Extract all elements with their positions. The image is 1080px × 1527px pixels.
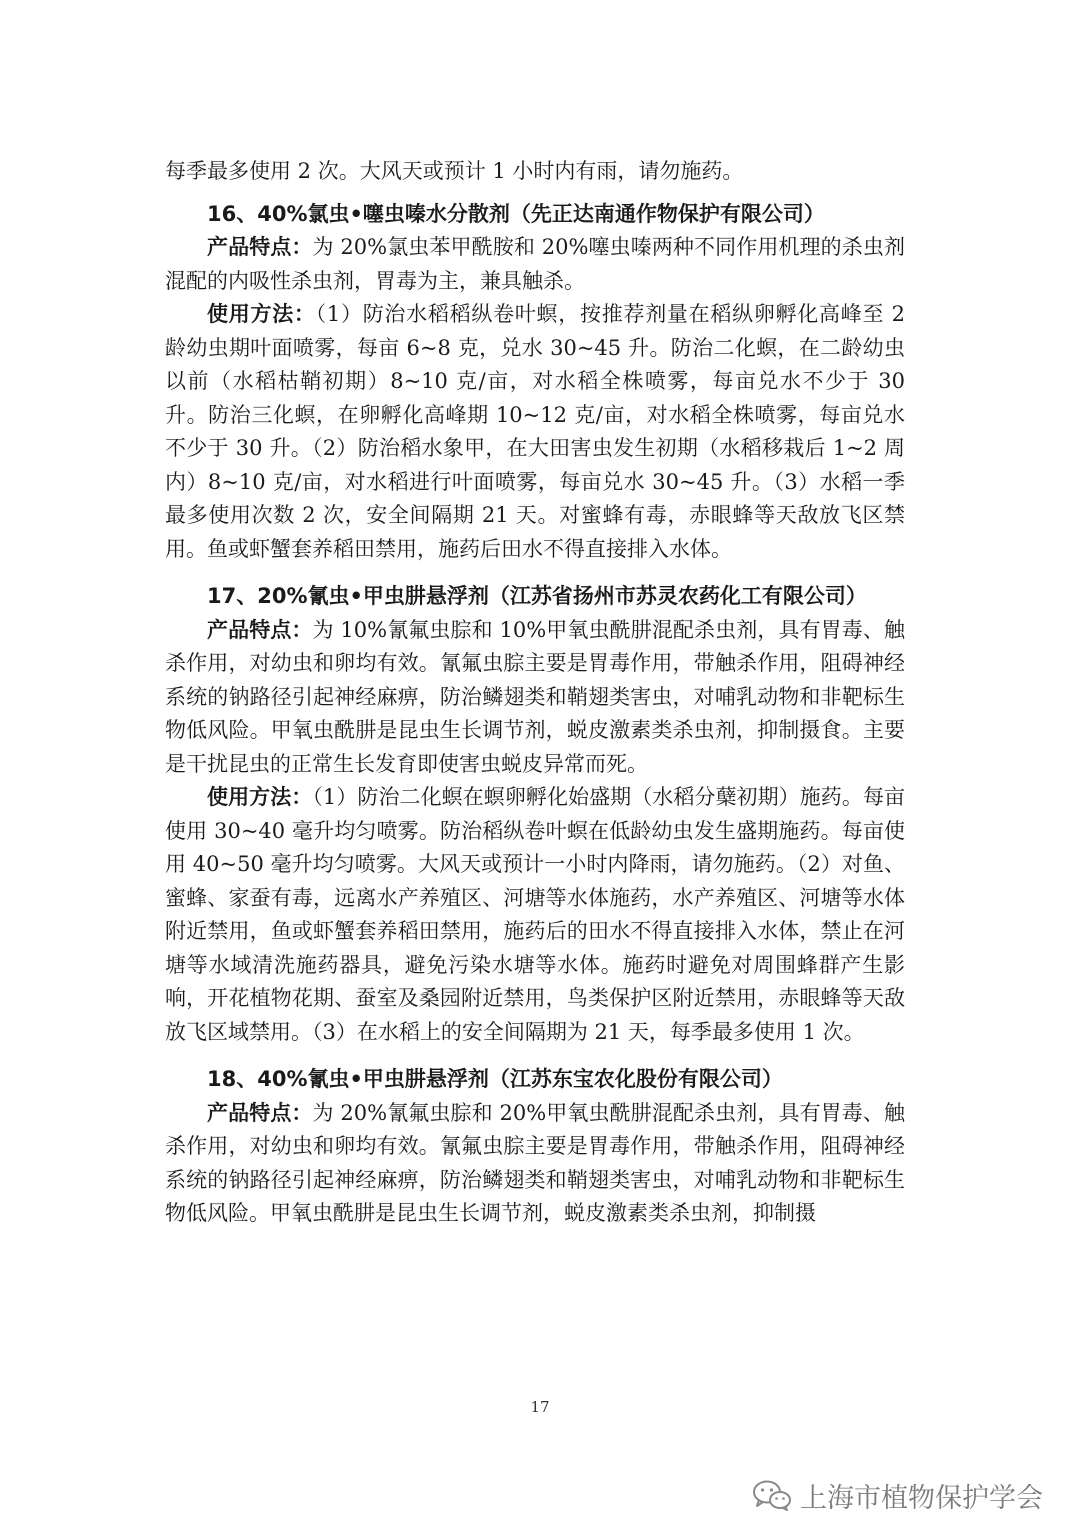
- features-label: 产品特点：: [207, 617, 313, 642]
- watermark-text: 上海市植物保护学会: [800, 1482, 1043, 1514]
- document-body: [165, 155, 905, 1231]
- usage-text: （1）防治二化螟在螟卵孵化始盛期（水稻分蘖初期）施药。每亩使用 30~40 毫升均匀喷雾。防治稻纵卷叶螟在低龄幼虫发生盛期施药。每亩使用 40~50 毫升均匀喷雾。大风天或预计一小时内降雨，请勿施药。（2）对鱼、蜜蜂、家蚕有毒，远离水产养殖区、河塘等水体施药，水产养殖区、河塘等水体附近禁用，鱼或虾蟹套养稻田禁用，施药后的田水不得直接排入水体，禁止在河塘等水域清洗施药器具，避免污染水塘等水体。施药时避免对周围蜂群产生影响，开花植物花期、蚕室及桑园附近禁用，鸟类保护区附近禁用，赤眼蜂等天敌放飞区域禁用。（3）在水稻上的安全间隔期为 21 天，每季最多使用 1 次。: [165, 785, 906, 1044]
- features-text: 为 10%氰氟虫腙和 10%甲氧虫酰肼混配杀虫剂，具有胃毒、触杀作用，对幼虫和卵均有效。氰氟虫腙主要是胃毒作用，带触杀作用，阻碍神经系统的钠路径引起神经麻痹，防治鳞翅类和鞘翅类害虫，对哺乳动物和非靶标生物低风险。甲氧虫酰肼是昆虫生长调节剂，蜕皮激素类杀虫剂，抑制摄食。主要是干扰昆虫的正常生长发育即使害虫蜕皮异常而死。: [165, 617, 905, 776]
- section-17-heading: 17、20%氰虫•甲虫肼悬浮剂（江苏省扬州市苏灵农药化工有限公司）: [207, 584, 867, 608]
- features-text: 为 20%氯虫苯甲酰胺和 20%噻虫嗪两种不同作用机理的杀虫剂混配的内吸性杀虫剂，胃毒为主，兼具触杀。: [165, 235, 905, 293]
- section-16-usage: [165, 298, 905, 566]
- section-17-features: [165, 614, 905, 782]
- wechat-icon: [752, 1479, 792, 1511]
- usage-text: （1）防治水稻稻纵卷叶螟，按推荐剂量在稻纵卵孵化高峰至 2 龄幼虫期叶面喷雾，每亩 6~8 克，兑水 30~45 升。防治二化螟，在二龄幼虫以前（水稻枯鞘初期）8~10 克/亩，对水稻全株喷雾，每亩兑水不少于 30 升。防治三化螟，在卵孵化高峰期 10~12 克/亩，对水稻全株喷雾，每亩兑水不少于 30 升。（2）防治稻水象甲，在大田害虫发生初期（水稻移栽后 1~2 周内）8~10 克/亩，对水稻进行叶面喷雾，每亩兑水 30~45 升。（3）水稻一季最多使用次数 2 次，安全间隔期 21 天。对蜜蜂有毒，赤眼蜂等天敌放飞区禁用。鱼或虾蟹套养稻田禁用，施药后田水不得直接排入水体。: [165, 302, 905, 561]
- usage-label: 使用方法：: [207, 785, 313, 809]
- section-17-usage: [165, 781, 905, 1049]
- features-label: 产品特点：: [207, 235, 313, 259]
- page-number: 17: [530, 1398, 550, 1416]
- section-18-heading: 18、40%氰虫•甲虫肼悬浮剂（江苏东宝农化股份有限公司）: [207, 1067, 783, 1091]
- section-16-heading: 16、40%氯虫•噻虫嗪水分散剂（先正达南通作物保护有限公司）: [207, 201, 825, 226]
- watermark: [752, 1475, 1043, 1515]
- features-text: 为 20%氰氟虫腙和 20%甲氧虫酰肼混配杀虫剂，具有胃毒、触杀作用，对幼虫和卵均有效。氰氟虫腙主要是胃毒作用，带触杀作用，阻碍神经系统的钠路径引起神经麻痹，防治鳞翅类和鞘翅类害虫，对哺乳动物和非靶标生物低风险。甲氧虫酰肼是昆虫生长调节剂，蜕皮激素类杀虫剂，抑制摄: [165, 1100, 905, 1225]
- features-label: 产品特点：: [207, 1100, 313, 1125]
- section-16-features: [165, 231, 905, 298]
- section-18-features: [165, 1097, 905, 1231]
- intro-line: 每季最多使用 2 次。大风天或预计 1 小时内有雨，请勿施药。: [165, 159, 744, 183]
- usage-label: 使用方法：: [207, 302, 316, 326]
